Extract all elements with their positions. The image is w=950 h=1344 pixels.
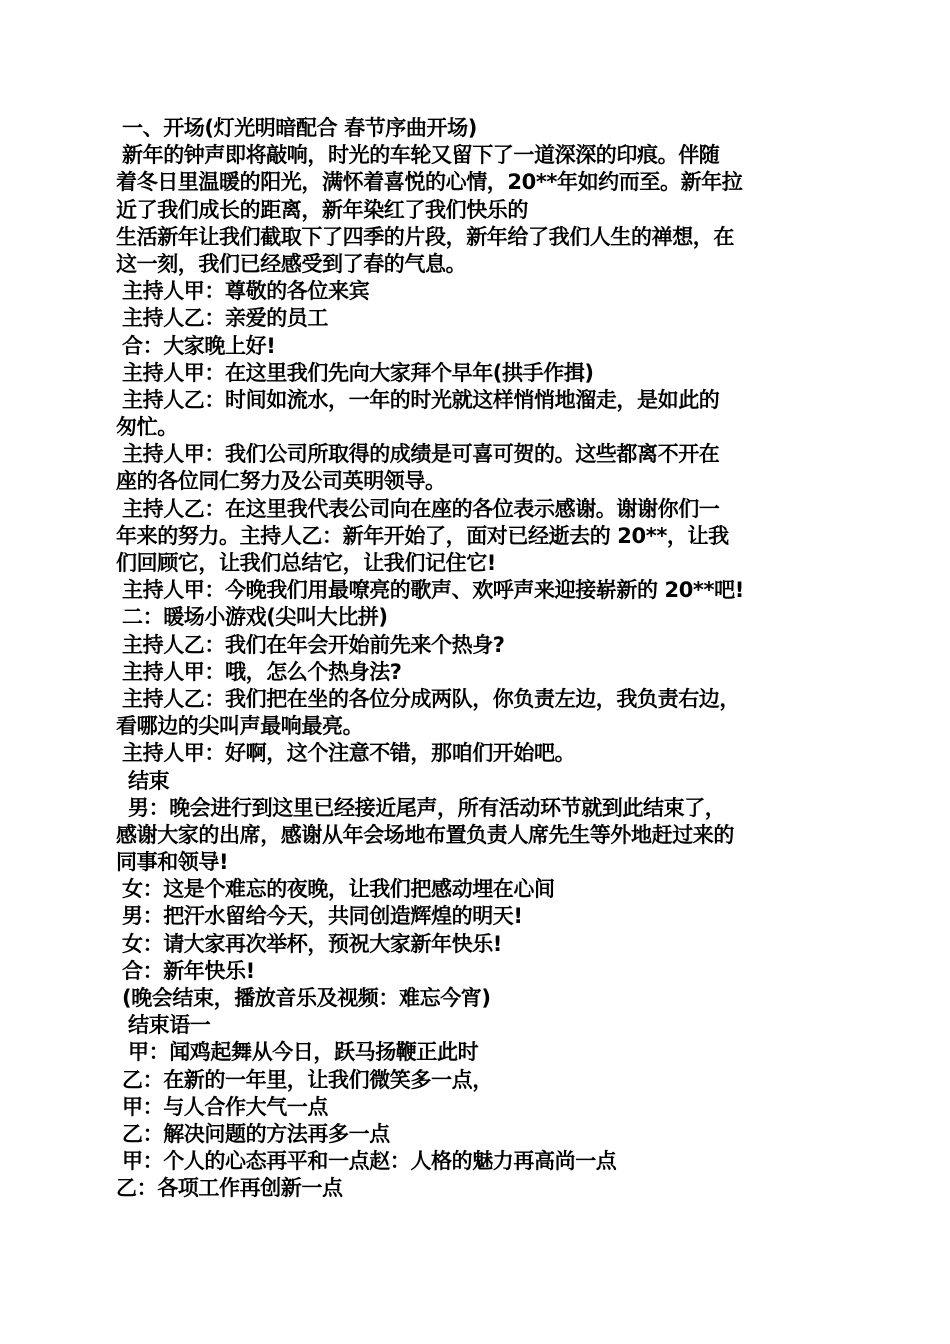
- text-line: 近了我们成长的距离，新年染红了我们快乐的: [116, 197, 528, 222]
- stage-direction: (晚会结束，播放音乐及视频：难忘今宵): [122, 986, 491, 1010]
- dialogue-line: 主持人乙：我们把在坐的各位分成两队，你负责左边，我负责右边，: [122, 686, 740, 711]
- text-line: 着冬日里温暖的阳光，满怀着喜悦的心情，20**年如约而至。新年拉: [116, 170, 743, 195]
- dialogue-line: 甲：闻鸡起舞从今日，跃马扬鞭正此时: [128, 1040, 479, 1065]
- dialogue-line: 女：这是个难忘的夜晚，让我们把感动埋在心间: [122, 877, 555, 902]
- dialogue-line: 男：把汗水留给今天，共同创造辉煌的明天!: [122, 904, 523, 929]
- document-body: [116, 115, 846, 1203]
- dialogue-line: 主持人乙：亲爱的员工: [122, 306, 328, 331]
- text-line: 这一刻，我们已经感受到了春的气息。: [116, 251, 467, 276]
- dialogue-line: 乙：在新的一年里，让我们微笑多一点，: [122, 1067, 493, 1092]
- text-line: 生活新年让我们截取下了四季的片段，新年给了我们人生的禅想，在: [116, 224, 734, 249]
- section-heading-opening: 一、开场(灯光明暗配合 春节序曲开场): [122, 116, 477, 140]
- text-line: 座的各位同仁努力及公司英明领导。: [116, 469, 446, 494]
- text-line: 同事和领导!: [116, 850, 229, 875]
- dialogue-line: 主持人甲：今晚我们用最嘹亮的歌声、欢呼声来迎接崭新的 20**吧!: [122, 578, 744, 603]
- text-line: 匆忙。: [116, 415, 178, 440]
- text-line: 新年的钟声即将敲响，时光的车轮又留下了一道深深的印痕。伴随: [122, 143, 720, 168]
- dialogue-line: 主持人甲：尊敬的各位来宾: [122, 279, 370, 304]
- text-line: 感谢大家的出席，感谢从年会场地布置负责人席先生等外地赶过来的: [116, 822, 734, 847]
- section-heading-warmup: 二：暖场小游戏(尖叫大比拼): [122, 605, 388, 630]
- dialogue-line: 甲：与人合作大气一点: [122, 1094, 328, 1119]
- text-line: 们回顾它，让我们总结它，让我们记住它!: [116, 551, 496, 575]
- section-heading-ending: 结束: [128, 768, 170, 793]
- text-line: 年来的努力。主持人乙：新年开始了，面对已经逝去的 20**，让我: [116, 523, 729, 548]
- dialogue-line: 女：请大家再次举杯，预祝大家新年快乐!: [122, 931, 502, 956]
- dialogue-line: 主持人甲：好啊，这个注意不错，那咱们开始吧。: [122, 741, 576, 766]
- dialogue-line: 乙：解决问题的方法再多一点: [122, 1121, 390, 1146]
- text-line: 看哪边的尖叫声最响最亮。: [116, 714, 364, 739]
- dialogue-line: 男：晚会进行到这里已经接近尾声，所有活动环节就到此结束了，: [128, 795, 726, 820]
- dialogue-line: 合：新年快乐!: [122, 958, 255, 983]
- dialogue-line: 主持人乙：时间如流水，一年的时光就这样悄悄地溜走，是如此的: [122, 387, 720, 412]
- section-heading-closing: 结束语一: [128, 1013, 211, 1038]
- dialogue-line: 主持人甲：哦，怎么个热身法?: [122, 659, 402, 684]
- dialogue-line: 主持人乙：在这里我代表公司向在座的各位表示感谢。谢谢你们一: [122, 496, 720, 521]
- dialogue-line: 甲：个人的心态再平和一点赵：人格的魅力再高尚一点: [122, 1149, 617, 1174]
- dialogue-line: 乙：各项工作再创新一点: [116, 1176, 343, 1201]
- dialogue-line: 主持人甲：在这里我们先向大家拜个早年(拱手作揖): [122, 360, 594, 385]
- dialogue-line: 主持人甲：我们公司所取得的成绩是可喜可贺的。这些都离不开在: [122, 442, 720, 467]
- dialogue-line: 合：大家晚上好!: [122, 333, 276, 358]
- dialogue-line: 主持人乙：我们在年会开始前先来个热身?: [122, 632, 505, 657]
